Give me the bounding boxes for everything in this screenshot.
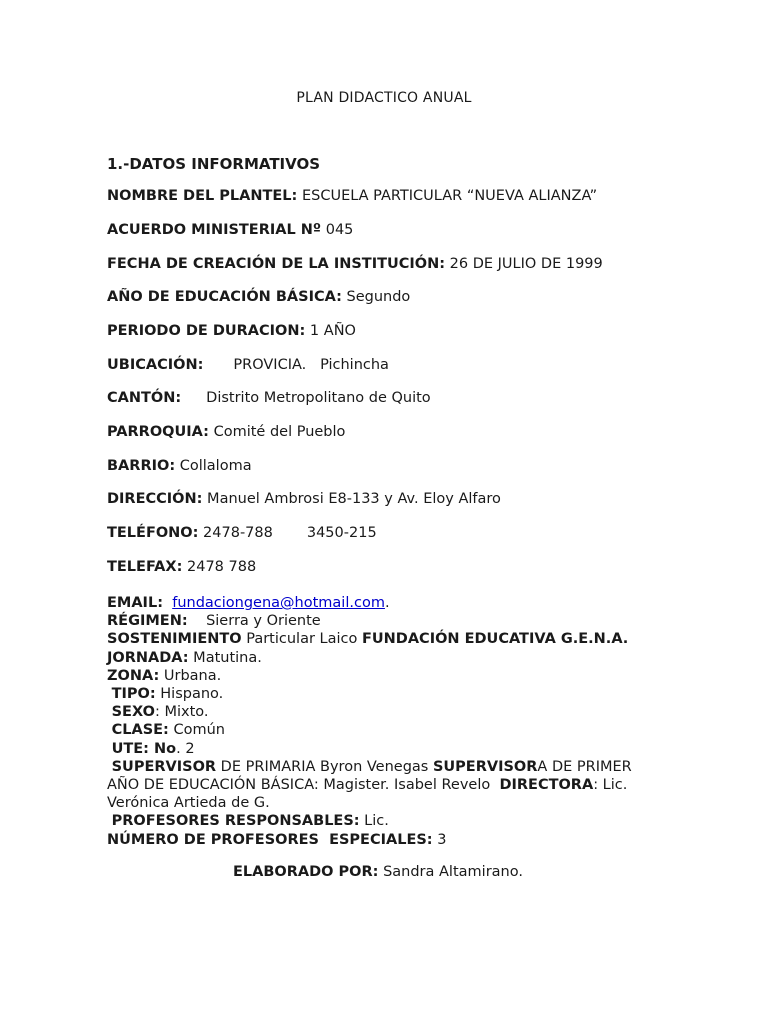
- fundacion-name: FUNDACIÓN EDUCATIVA G.E.N.A.: [361, 631, 629, 648]
- field-label: ACUERDO MINISTERIAL Nº: [107, 222, 322, 238]
- field-value: ESCUELA PARTICULAR “NUEVA ALIANZA”: [297, 188, 598, 204]
- sexo-value: : Mixto.: [154, 704, 209, 721]
- field-direccion: [107, 491, 501, 507]
- directora-label: DIRECTORA: [499, 777, 594, 794]
- tipo-line: [107, 685, 667, 703]
- field-periodo: [107, 323, 356, 339]
- field-telefax: [107, 559, 256, 575]
- field-canton: [107, 390, 431, 406]
- field-label: TELÉFONO:: [107, 525, 199, 541]
- zona-label: ZONA:: [107, 667, 160, 684]
- sostenimiento-label: SOSTENIMIENTO: [107, 631, 242, 648]
- num-profesores-line: [107, 831, 667, 849]
- field-label: CANTÓN:: [107, 390, 182, 406]
- ute-line: [107, 740, 667, 758]
- elaborado-value: Sandra Altamirano.: [378, 864, 523, 880]
- field-label: NOMBRE DEL PLANTEL:: [107, 188, 298, 204]
- field-label: AÑO DE EDUCACIÓN BÁSICA:: [107, 289, 342, 305]
- field-value: 045: [321, 222, 354, 238]
- field-label: TELEFAX:: [107, 559, 183, 575]
- clase-label: CLASE:: [111, 722, 169, 739]
- elaborado-label: ELABORADO POR:: [233, 864, 379, 880]
- tipo-label: TIPO:: [111, 686, 156, 703]
- zona-value: Urbana.: [159, 667, 222, 684]
- supervisora-label: SUPERVISOR: [432, 758, 538, 775]
- field-value: Manuel Ambrosi E8-133 y Av. Eloy Alfaro: [202, 491, 501, 507]
- jornada-line: [107, 649, 667, 667]
- field-value: Comité del Pueblo: [208, 424, 346, 440]
- supervisor-label: SUPERVISOR: [111, 758, 217, 775]
- sexo-label: SEXO: [111, 704, 155, 721]
- supervisora-value: A DE PRIMER AÑO DE EDUCACIÓN BÁSICA: Magister. Isabel Revelo: [107, 758, 637, 794]
- directora-value: : Lic. Verónica Artieda de G.: [107, 777, 628, 812]
- field-value: Collaloma: [175, 458, 252, 474]
- section-heading: 1.-DATOS INFORMATIVOS: [107, 155, 321, 173]
- field-parroquia: [107, 424, 345, 440]
- field-label: BARRIO:: [107, 458, 176, 474]
- field-value: 1 AÑO: [305, 323, 356, 339]
- sostenimiento-line: [107, 630, 667, 648]
- supervisor-value: DE PRIMARIA Byron Venegas: [216, 758, 433, 775]
- regimen-value: Sierra y Oriente: [206, 613, 321, 630]
- field-value: Distrito Metropolitano de Quito: [206, 390, 431, 406]
- jornada-label: JORNADA:: [107, 649, 189, 666]
- field-value: 2478-788: [198, 525, 273, 541]
- ute-label: UTE: No: [111, 740, 177, 757]
- profesores-value: Lic.: [359, 813, 389, 830]
- document-title: PLAN DIDACTICO ANUAL: [296, 90, 472, 106]
- profesores-label: PROFESORES RESPONSABLES:: [111, 813, 360, 830]
- sexo-line: [107, 703, 667, 721]
- field-label: DIRECCIÓN:: [107, 491, 203, 507]
- clase-value: Común: [168, 722, 225, 739]
- zona-line: [107, 667, 667, 685]
- field-value: 26 DE JULIO DE 1999: [445, 256, 603, 272]
- field-value: PROVICIA. Pichincha: [233, 357, 389, 373]
- field-label: FECHA DE CREACIÓN DE LA INSTITUCIÓN:: [107, 256, 446, 272]
- field-value-2: 3450-215: [306, 525, 377, 541]
- sostenimiento-value: Particular Laico: [241, 631, 362, 648]
- field-anio-educacion: [107, 289, 410, 305]
- num-profesores-label: NÚMERO DE PROFESORES ESPECIALES:: [107, 831, 433, 848]
- email-line: [107, 594, 667, 612]
- field-telefono: [107, 525, 377, 541]
- regimen-label: RÉGIMEN:: [107, 613, 188, 630]
- supervisor-paragraph: [107, 758, 667, 813]
- field-acuerdo: [107, 222, 353, 238]
- tipo-value: Hispano.: [155, 686, 224, 703]
- elaborado-line: [233, 864, 523, 880]
- field-nombre-plantel: [107, 188, 597, 204]
- field-value: 2478 788: [182, 559, 257, 575]
- field-ubicacion: [107, 357, 389, 373]
- clase-line: [107, 721, 667, 739]
- details-block: [107, 594, 667, 849]
- email-suffix: .: [384, 595, 390, 611]
- profesores-line: [107, 812, 667, 830]
- field-label: PARROQUIA:: [107, 424, 209, 440]
- regimen-line: [107, 612, 667, 630]
- field-fecha-creacion: [107, 256, 603, 272]
- field-barrio: [107, 458, 252, 474]
- ute-value: . 2: [176, 740, 195, 757]
- num-profesores-value: 3: [432, 831, 447, 848]
- email-link[interactable]: fundaciongena@hotmail.com: [172, 595, 385, 611]
- field-value: Segundo: [341, 289, 411, 305]
- jornada-value: Matutina.: [188, 649, 262, 666]
- field-label: PERIODO DE DURACION:: [107, 323, 306, 339]
- email-label: EMAIL:: [107, 595, 163, 611]
- field-label: UBICACIÓN:: [107, 357, 204, 373]
